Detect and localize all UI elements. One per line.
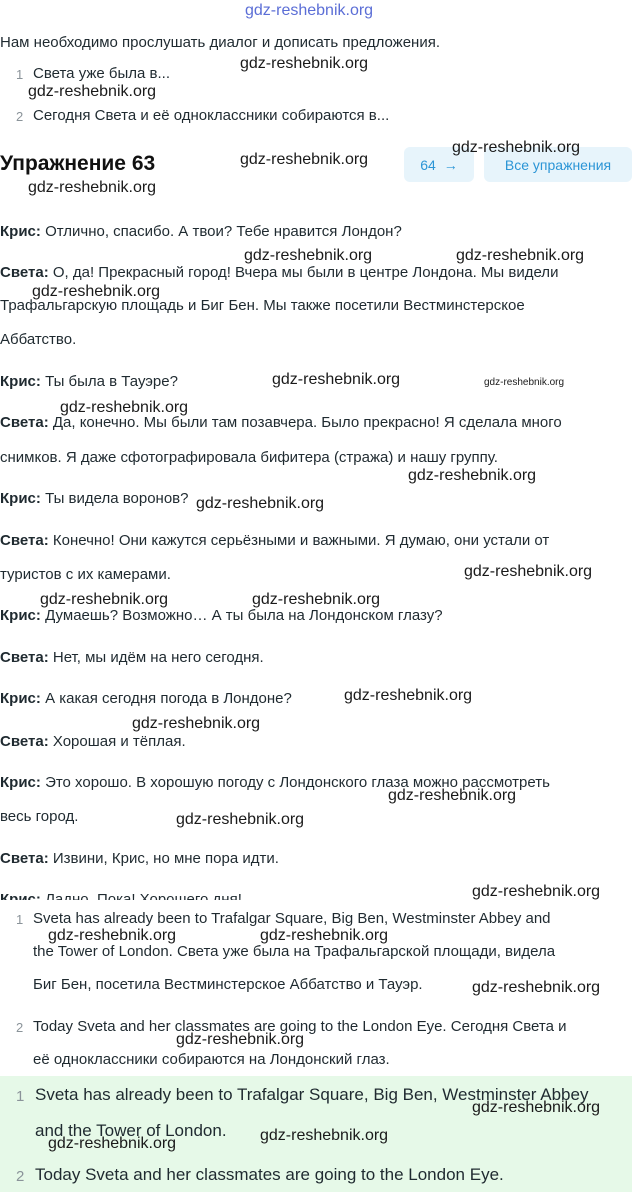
watermark-text: gdz-reshebnik.org — [484, 377, 565, 388]
watermark-text: gdz-reshebnik.org — [260, 1127, 389, 1144]
watermark-text: gdz-reshebnik.org — [176, 811, 305, 828]
dialog-line-cont: туристов с их камерами. — [0, 566, 171, 583]
speaker-name: Крис: — [0, 373, 41, 390]
dialog-line: Света: Да, конечно. Мы были там позавчера. Было прекрасно! Я сделала много — [0, 414, 562, 431]
watermark-text: gdz-reshebnik.org — [388, 787, 517, 804]
watermark-text: gdz-reshebnik.org — [132, 715, 261, 732]
task-item-text: Света уже была в... — [33, 65, 171, 82]
watermark-text: gdz-reshebnik.org — [240, 151, 369, 168]
speaker-name: Крис: — [0, 223, 41, 240]
watermark-text: gdz-reshebnik.org — [32, 283, 161, 300]
answer-text: Today Sveta and her classmates are going to the London Eye. — [35, 1165, 504, 1184]
watermark-text: gdz-reshebnik.org — [472, 883, 601, 900]
watermark-text: gdz-reshebnik.org — [245, 2, 374, 19]
watermark-text: gdz-reshebnik.org — [260, 927, 389, 944]
dialog-line: Крис: Думаешь? Возможно… А ты была на Лондонском глазу? — [0, 607, 443, 624]
speaker-name: Света: — [0, 532, 49, 549]
watermark-text: gdz-reshebnik.org — [472, 979, 601, 996]
watermark-text: gdz-reshebnik.org — [464, 563, 593, 580]
task-intro: Нам необходимо прослушать диалог и дописать предложения. — [0, 34, 441, 51]
task-item-number: 2 — [16, 109, 24, 124]
dialog-line: Света: Нет, мы идём на него сегодня. — [0, 649, 264, 666]
dialog-line-cont: весь город. — [0, 808, 79, 825]
speaker-name: Света: — [0, 733, 49, 750]
watermark-text: gdz-reshebnik.org — [472, 1099, 601, 1116]
watermark-text: gdz-reshebnik.org — [408, 467, 537, 484]
speaker-name: Крис: — [0, 607, 41, 624]
dialog-line: Крис: Отлично, спасибо. А твои? Тебе нравится Лондон? — [0, 223, 402, 240]
solution-number: 1 — [16, 912, 24, 927]
solution-text: её одноклассники собираются на Лондонский глаз. — [33, 1051, 390, 1068]
task-item-number: 1 — [16, 67, 24, 82]
watermark-text: gdz-reshebnik.org — [60, 399, 189, 416]
dialog-line-cont: Аббатство. — [0, 331, 77, 348]
answer-text: and the Tower of London. — [35, 1121, 227, 1140]
watermark-text: gdz-reshebnik.org — [240, 55, 369, 72]
watermark-text: gdz-reshebnik.org — [252, 591, 381, 608]
answer-text: Sveta has already been to Trafalgar Square, Big Ben, Westminster Abbey — [35, 1085, 589, 1104]
watermark-text: gdz-reshebnik.org — [28, 179, 157, 196]
dialog-line: Света: О, да! Прекрасный город! Вчера мы были в центре Лондона. Мы видели — [0, 264, 559, 281]
solution-number: 2 — [16, 1020, 24, 1035]
speaker-name: Света: — [0, 414, 49, 431]
speaker-name: Света: — [0, 264, 49, 281]
dialog-line-cont: Трафальгарскую площадь и Биг Бен. Мы также посетили Вестминстерское — [0, 297, 525, 314]
watermark-text: gdz-reshebnik.org — [48, 927, 177, 944]
solution-text: Sveta has already been to Trafalgar Square, Big Ben, Westminster Abbey and — [33, 910, 551, 927]
watermark-text: gdz-reshebnik.org — [40, 591, 169, 608]
speaker-name: Света: — [0, 850, 49, 867]
next-exercise-label: 64 — [420, 156, 436, 173]
solution-text: the Tower of London. Света уже была на Трафальгарской площади, видела — [33, 943, 556, 960]
solution-text: Биг Бен, посетила Вестминстерское Аббатство и Тауэр. — [33, 976, 423, 993]
dialog-line: Крис: Это хорошо. В хорошую погоду с Лондонского глаза можно рассмотреть — [0, 774, 550, 791]
answer-number: 2 — [16, 1168, 25, 1185]
dialog-line: Света: Извини, Крис, но мне пора идти. — [0, 850, 279, 867]
dialog-line: Света: Конечно! Они кажутся серьёзными и важными. Я думаю, они устали от — [0, 532, 550, 549]
arrow-right-icon: → — [443, 156, 458, 173]
watermark-text: gdz-reshebnik.org — [452, 139, 581, 156]
speaker-name: Крис: — [0, 490, 41, 507]
speaker-name: Крис: — [0, 774, 41, 791]
dialog-line: Крис: Ты была в Тауэре? — [0, 373, 178, 390]
dialog-line: Света: Хорошая и тёплая. — [0, 733, 186, 750]
dialog-line: Крис: А какая сегодня погода в Лондоне? — [0, 690, 292, 707]
watermark-text: gdz-reshebnik.org — [196, 495, 325, 512]
watermark-text: gdz-reshebnik.org — [28, 83, 157, 100]
exercise-title: Упражнение 63 — [0, 152, 156, 175]
solution-text: Today Sveta and her classmates are going to the London Eye. Сегодня Света и — [33, 1018, 567, 1035]
task-item-text: Сегодня Света и её одноклассники собираются в... — [33, 107, 390, 124]
watermark-text: gdz-reshebnik.org — [244, 247, 373, 264]
watermark-text: gdz-reshebnik.org — [344, 687, 473, 704]
answer-number: 1 — [16, 1088, 25, 1105]
dialog-line-cont: снимков. Я даже сфотографировала бифитера (стража) и нашу группу. — [0, 449, 498, 466]
speaker-name: Крис: — [0, 690, 41, 707]
speaker-name: Света: — [0, 649, 49, 666]
watermark-text: gdz-reshebnik.org — [48, 1135, 177, 1152]
watermark-text: gdz-reshebnik.org — [456, 247, 585, 264]
watermark-text: gdz-reshebnik.org — [176, 1031, 305, 1048]
watermark-text: gdz-reshebnik.org — [272, 371, 401, 388]
all-exercises-button[interactable]: Все упражнения — [484, 147, 632, 182]
dialog-line: Крис: Ты видела воронов? — [0, 490, 189, 507]
